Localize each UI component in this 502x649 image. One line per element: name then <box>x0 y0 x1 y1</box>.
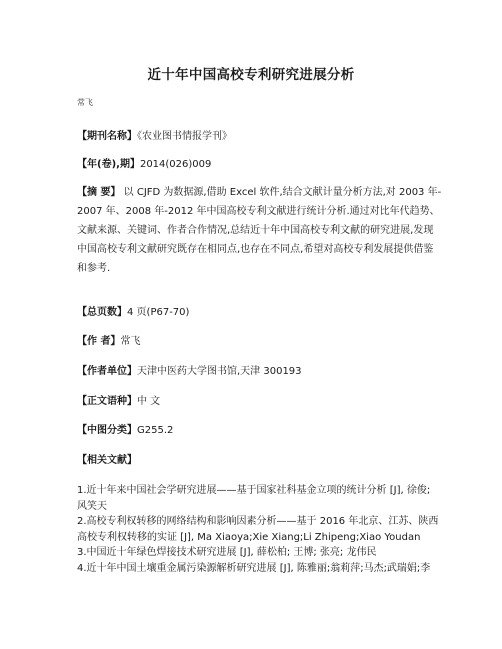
journal-value: 《农业图书情报学刊》 <box>137 131 232 142</box>
affiliation-label: 【作者单位】 <box>77 366 137 377</box>
reference-line: 风笑天 <box>77 500 107 512</box>
abstract-line: 中国高校专利文献研究既存在相同点,也存在不同点,希望对高校专利发展提供借鉴 <box>77 244 434 255</box>
classification-label: 【中图分类】 <box>77 425 137 436</box>
reference-line: 3.中国近十年绿色焊接技术研究进展 [J], 薛松柏; 王博; 张亮; 龙伟民 <box>77 547 377 558</box>
reference-list <box>77 483 437 576</box>
abstract-line: 和参考. <box>77 263 111 274</box>
pages-label: 【总页数】 <box>77 307 127 318</box>
reference-line: 2.高校专利权转移的网络结构和影响因素分析——基于 2016 年北京、江苏、陕西 <box>77 516 439 527</box>
year-issue-value: 2014(026)009 <box>139 159 212 170</box>
reference-line: 高校专利权转移的实证 [J], Ma Xiaoya;Xie Xiang;Li Zhipeng;Xiao Youdan <box>77 531 421 543</box>
document-title: 近十年中国高校专利研究进展分析 <box>147 67 355 83</box>
affiliation-field <box>77 362 302 377</box>
reference-line: 1.近十年来中国社会学研究进展——基于国家社科基金立项的统计分析 [J], 徐俊; <box>77 485 431 496</box>
author-field <box>77 332 140 347</box>
abstract-label: 【摘 要】 <box>77 187 121 198</box>
language-value: 中 文 <box>137 396 161 407</box>
pages-value: 4 页(P67-70) <box>127 307 190 318</box>
journal-label: 【期刊名称】 <box>77 131 137 142</box>
year-issue-field <box>77 155 211 170</box>
abstract-line: 以 CJFD 为数据源,借助 Excel 软件,结合文献计量分析方法,对 2003 年- <box>123 187 442 198</box>
language-field <box>77 392 160 407</box>
classification-field <box>77 421 173 436</box>
abstract-block <box>77 183 442 278</box>
language-label: 【正文语种】 <box>77 396 137 407</box>
author-value: 常飞 <box>120 336 141 347</box>
author-byline: 常飞 <box>77 98 93 107</box>
affiliation-value: 天津中医药大学图书馆,天津 300193 <box>137 366 302 377</box>
related-field <box>77 451 137 466</box>
classification-value: G255.2 <box>137 425 174 436</box>
reference-line: 4.近十年中国土壤重金属污染源解析研究进展 [J], 陈雅丽;翁莉萍;马杰;武瑞娟;李 <box>77 562 431 574</box>
related-label: 【相关文献】 <box>77 455 137 466</box>
pages-field <box>77 303 189 318</box>
abstract-line: 2007 年、2008 年-2012 年中国高校专利文献进行统计分析.通过对比年代趋势、 <box>77 206 440 217</box>
author-label: 【作 者】 <box>77 336 121 347</box>
abstract-line: 文献来源、关键词、作者合作情况,总结近十年中国高校专利文献的研究进展,发现 <box>77 225 434 236</box>
journal-field <box>77 127 232 142</box>
year-issue-label: 【年(卷),期】 <box>77 159 140 170</box>
